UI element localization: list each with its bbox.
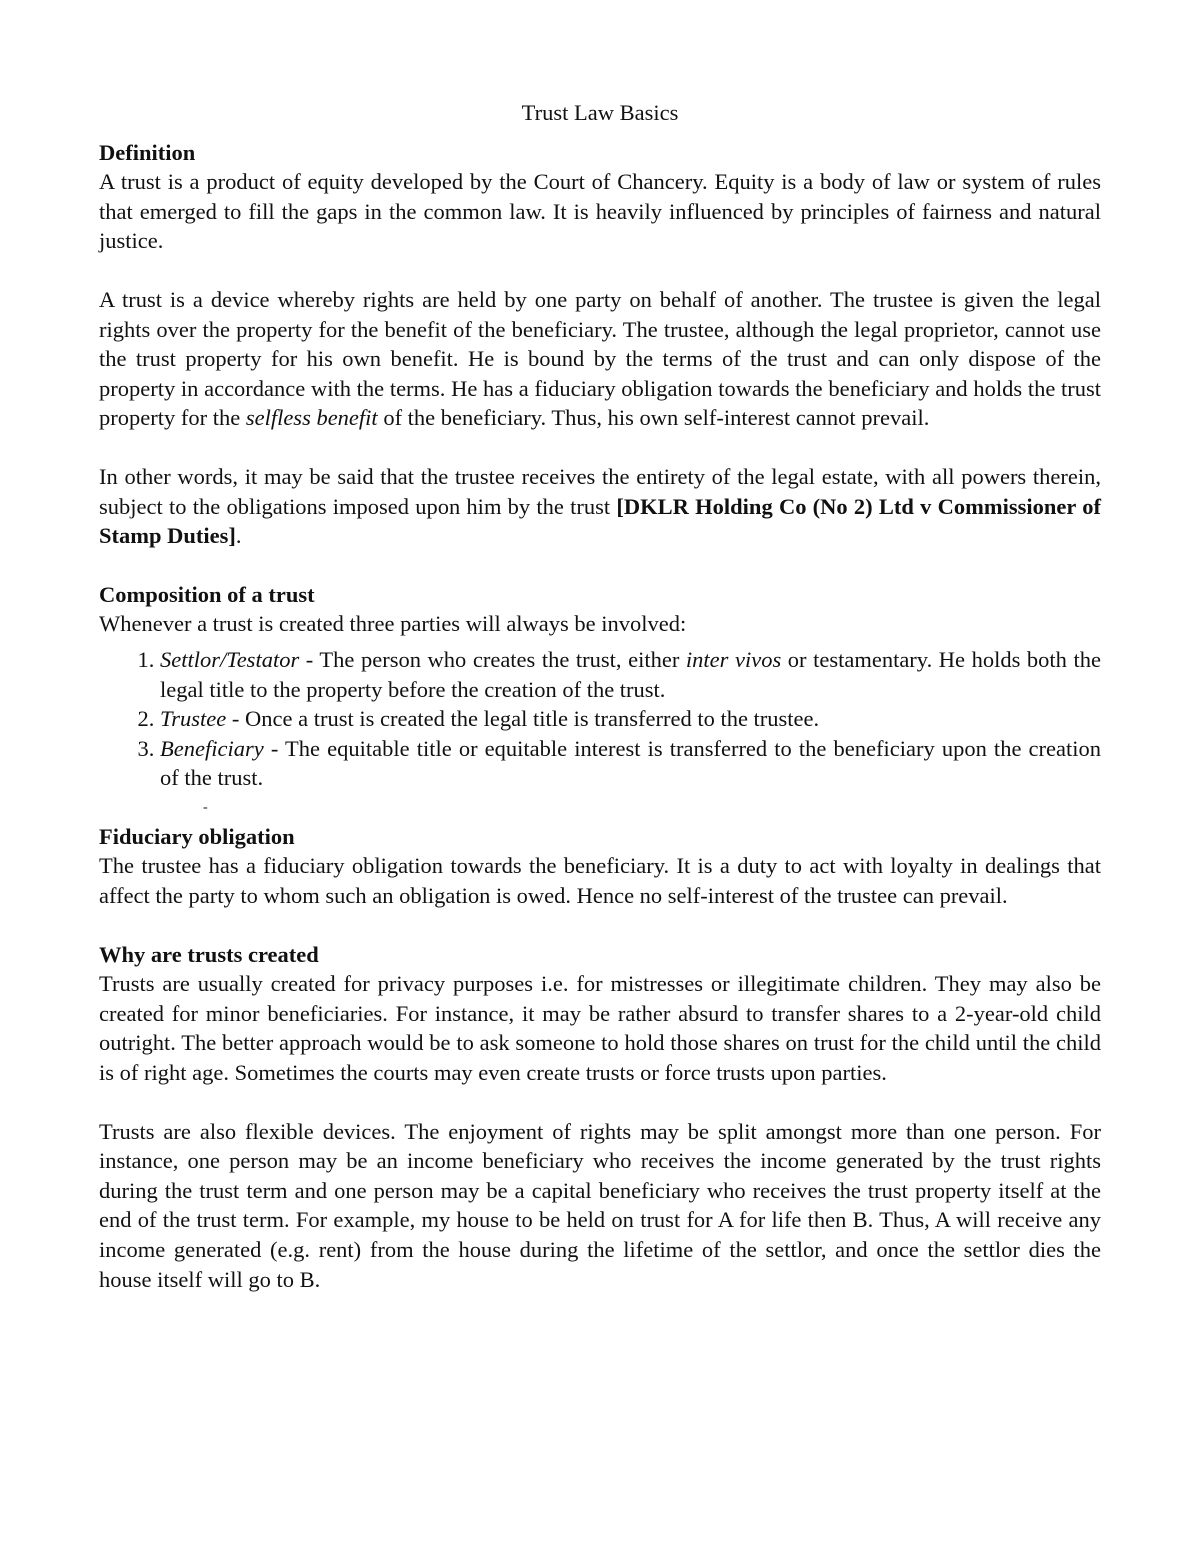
list-item-text: - The equitable title or equitable interest is transferred to the beneficiary upon the creation of the trust.: [160, 735, 1101, 791]
document-title: Trust Law Basics: [521, 100, 679, 125]
definition-paragraph-2-text-b: of the beneficiary. Thus, his own self-interest cannot prevail.: [377, 405, 930, 431]
stray-mark: -: [203, 799, 208, 815]
composition-heading: Composition of a trust: [99, 581, 315, 607]
list-item-text: - The person who creates the trust, either: [299, 646, 686, 672]
list-item-term: Settlor/Testator: [160, 646, 300, 672]
list-item: [160, 645, 1101, 704]
definition-paragraph-3: [99, 462, 1101, 551]
definition-paragraph-1: A trust is a product of equity developed by the Court of Chancery. Equity is a body of law or system of rules that emerged to fill the gaps in the common law. It is heavily influenced by principles of fairness and natural justice.: [99, 169, 1101, 254]
inter-vivos-emphasis: inter vivos: [685, 646, 782, 672]
composition-intro: Whenever a trust is created three parties will always be involved:: [99, 611, 687, 637]
list-item: [160, 734, 1101, 793]
case-reference: [DKLR Holding Co (No 2) Ltd v Commissioner of Stamp Duties]: [99, 493, 1101, 549]
list-item-term: Beneficiary: [160, 735, 264, 761]
list-item-term: Trustee: [160, 706, 227, 732]
list-item-text-continued: or testamentary. He holds both the legal title to the property before the creation of the trust.: [160, 646, 1101, 702]
parties-list: [99, 645, 1101, 793]
definition-paragraph-3-text-b: .: [235, 523, 242, 549]
fiduciary-paragraph: The trustee has a fiduciary obligation towards the beneficiary. It is a duty to act with loyalty in dealings that affect the party to whom such an obligation is owed. Hence no self-interest of the trustee can prevail.: [99, 853, 1101, 909]
why-paragraph-2: Trusts are also flexible devices. The enjoyment of rights may be split amongst more than one person. For instance, one person may be an income beneficiary who receives the income generated by the trust rights during the trust term and one person may be a capital beneficiary who receives the trust property itself at the end of the trust term. For example, my house to be held on trust for A for life then B. Thus, A will receive any income generated (e.g. rent) from the house during the lifetime of the settlor, and once the settlor dies the house itself will go to B.: [99, 1118, 1101, 1292]
definition-paragraph-2: [99, 285, 1101, 433]
definition-paragraph-2-text-a: A trust is a device whereby rights are held by one party on behalf of another. The trustee is given the legal rights over the property for the benefit of the beneficiary. The trustee, although the legal proprietor, cannot use the trust property for his own benefit. He is bound by the terms of the trust and can only dispose of the property in accordance with the terms. He has a fiduciary obligation towards the beneficiary and holds the trust property for the: [99, 286, 1101, 431]
definition-paragraph-3-text-a: In other words, it may be said that the trustee receives the entirety of the legal estate, with all powers therein, subject to the obligations imposed upon him by the trust: [99, 463, 1101, 519]
list-item: [160, 704, 1101, 734]
why-heading: Why are trusts created: [99, 941, 319, 967]
selfless-benefit-emphasis: selfless benefit: [245, 405, 378, 431]
why-paragraph-1: Trusts are usually created for privacy purposes i.e. for mistresses or illegitimate children. They may also be created for minor beneficiaries. For instance, it may be rather absurd to transfer shares to a 2-year-old child outright. The better approach would be to ask someone to hold those shares on trust for the child until the child is of right age. Sometimes the courts may even create trusts or force trusts upon parties.: [99, 971, 1101, 1086]
list-item-text: - Once a trust is created the legal title is transferred to the trustee.: [226, 706, 820, 732]
stray-mark-line: [99, 793, 1101, 822]
definition-heading: Definition: [99, 139, 196, 165]
fiduciary-heading: Fiduciary obligation: [99, 823, 295, 849]
document-page: [99, 98, 1101, 1294]
